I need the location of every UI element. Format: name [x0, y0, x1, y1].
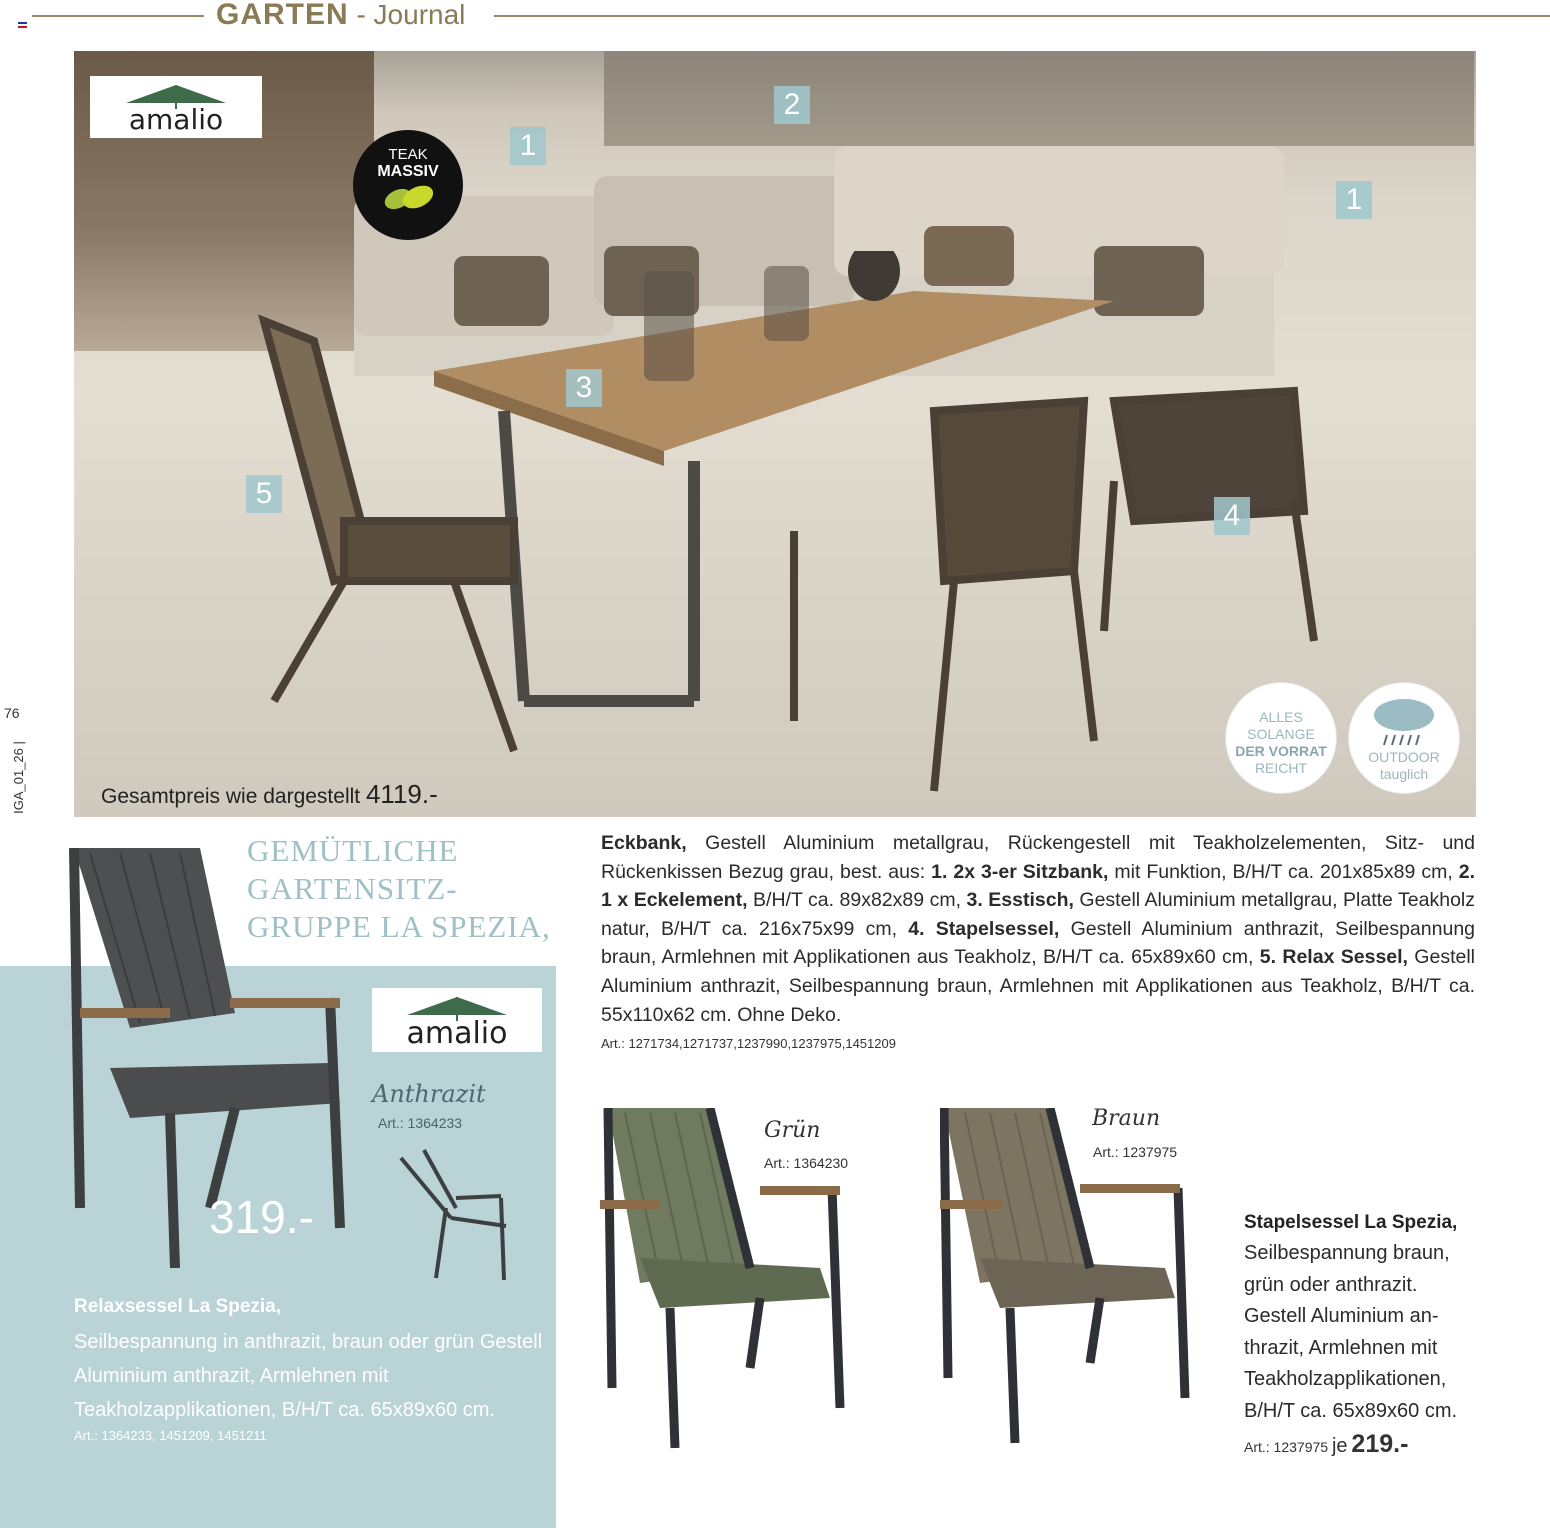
stapel-description: Seilbespannung braun, grün oder anthrazit. Gestell Aluminium an-thrazit, Armlehnen mit Teakholzapplikationen, B/H/T ca. 65x89x60 cm.: [1244, 1242, 1458, 1422]
teak-massiv-badge: TEAK MASSIV: [353, 130, 463, 240]
color-label-braun: Braun: [1092, 1106, 1161, 1131]
flag-icon: [18, 22, 27, 28]
marker-4: 4: [1214, 497, 1250, 535]
amalio-logo: [90, 76, 262, 138]
art-number-gruen: Art.: 1364230: [764, 1155, 849, 1171]
stock-badge: ALLES SOLANGE DER VORRAT REICHT: [1226, 683, 1336, 793]
art-number-braun: Art.: 1237975: [1093, 1144, 1178, 1160]
chairs-illustration: [254, 281, 1354, 801]
marker-3: 3: [566, 369, 602, 407]
outdoor-badge: OUTDOOR tauglich: [1349, 683, 1459, 793]
relax-title: Relaxsessel La Spezia,: [74, 1296, 282, 1317]
rain-cloud-icon: [1369, 693, 1439, 749]
stapel-title: Stapelsessel La Spezia,: [1244, 1212, 1458, 1233]
total-price-label: Gesamtpreis wie dargestellt 4119.-: [101, 779, 438, 809]
relax-art-numbers: Art.: 1364233, 1451209, 1451211: [74, 1428, 267, 1443]
stapel-price-line: Art.: 1237975 je 219.-: [1244, 1430, 1409, 1458]
relax-price: 319.-: [209, 1191, 314, 1243]
marker-1-left: 1: [510, 127, 546, 165]
header-rule-left: [32, 15, 204, 17]
issue-code: IGA_01_26 |: [10, 741, 26, 814]
color-label-gruen: Grün: [764, 1118, 821, 1143]
svg-text:amalio: amalio: [128, 103, 224, 135]
eckbank-art-numbers: Art.: 1271734,1271737,1237990,1237975,1451209: [601, 1036, 896, 1051]
art-number-anthrazit: Art.: 1364233: [378, 1115, 463, 1131]
svg-text:amalio: amalio: [406, 1016, 508, 1049]
hero-image: [74, 51, 1476, 817]
page-number: 76: [4, 705, 20, 721]
total-price: 4119.-: [365, 779, 438, 809]
page-header-title: GARTEN - Journal: [216, 0, 466, 31]
marker-1-right: 1: [1336, 181, 1372, 219]
umbrella-logo-icon: [96, 79, 256, 135]
leaves-icon: [378, 181, 438, 215]
eckbank-description: Eckbank, Gestell Aluminium metallgrau, Rückengestell mit Teakholzelementen, Sitz- und Rückenkissen Bezug grau, best. aus: 1. 2x 3-er Sitzbank, mit Funktion, B/H/T ca. 201x85x89 cm, 2. 1 x Eckelement, B/H/T ca. 89x82x89 cm, 3. Esstisch, Gestell Aluminium metallgrau, Platte Teakholz natur, B/H/T ca. 216x75x99 cm, 4. Stapelsessel, Gestell Aluminium anthrazit, Seilbespannung braun, Armlehnen mit Applikationen aus Teakholz, B/H/T ca. 65x89x60 cm, 5. Relax Sessel, Gestell Aluminium anthrazit, Seilbespannung braun, Armlehnen mit Applikationen aus Teakholz, B/H/T ca. 55x110x62 cm. Ohne Deko.: [601, 832, 1476, 1026]
relax-chair-reclined-image: [396, 1148, 516, 1288]
umbrella-logo-icon: [377, 991, 537, 1049]
section-heading: GEMÜTLICHE GARTENSITZ- GRUPPE LA SPEZIA,: [247, 833, 551, 944]
color-label-anthrazit: Anthrazit: [372, 1080, 486, 1108]
relax-description: Seilbespannung in anthrazit, braun oder grün Gestell Aluminium anthrazit, Armlehnen mit Teakholzapplikationen, B/H/T ca. 65x89x60 cm.: [74, 1331, 543, 1421]
marker-2: 2: [774, 86, 810, 124]
marker-5: 5: [246, 475, 282, 513]
stapel-price: 219.-: [1351, 1430, 1409, 1458]
amalio-logo-panel: [372, 988, 542, 1052]
header-rule-right: [494, 15, 1550, 17]
